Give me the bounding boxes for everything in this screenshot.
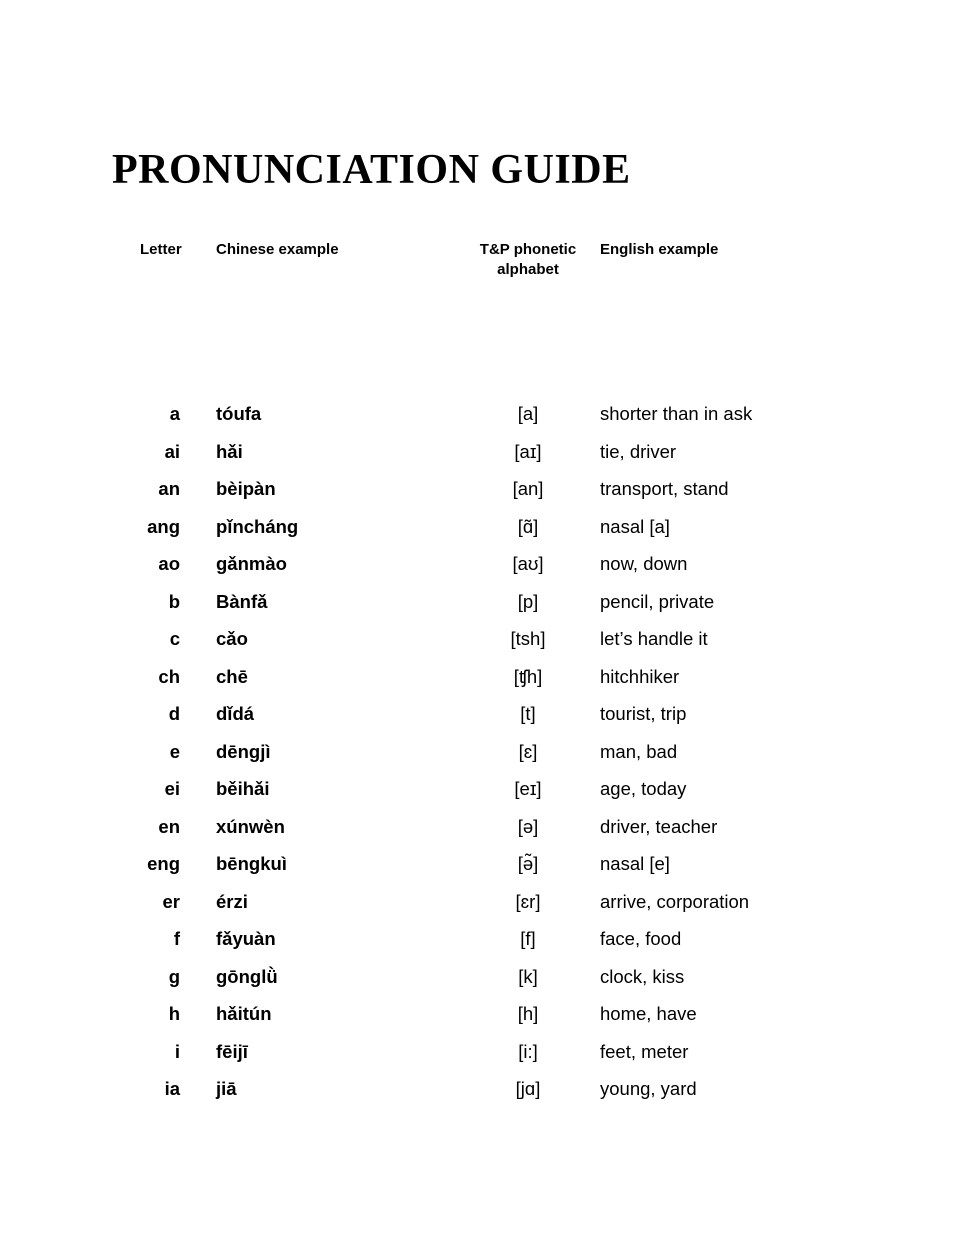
cell-phonetic: [p] [517,590,539,612]
cell-letter: an [158,478,180,499]
table-row [0,965,960,1003]
table-row [0,440,960,478]
cell-chinese: hǎitún [216,1003,272,1024]
cell-letter: en [158,815,180,837]
cell-letter: ang [147,515,180,537]
cell-letter: ai [164,440,180,462]
cell-phonetic: [k] [518,965,538,987]
cell-phonetic: [t] [520,703,536,724]
cell-letter: eng [147,853,180,874]
cell-phonetic: [ə] [517,815,539,837]
cell-phonetic: [ɛ] [518,740,538,762]
cell-letter: d [168,703,180,724]
cell-english: home, have [600,1003,697,1024]
cell-english: nasal [a] [600,515,670,537]
cell-english: arrive, corporation [600,890,750,912]
cell-chinese: cǎo [216,628,248,649]
table-row [0,890,960,928]
cell-chinese: bèipàn [216,478,276,499]
page-title: PRONUNCIATION GUIDE [112,147,631,193]
cell-english: young, yard [600,1078,697,1099]
cell-english: now, down [600,553,688,574]
column-header-english: English example [600,241,719,258]
cell-english: man, bad [600,740,678,762]
cell-chinese: érzi [216,890,248,912]
cell-letter: h [168,1003,180,1024]
column-header-chinese: Chinese example [216,241,339,258]
cell-letter: g [168,965,180,987]
cell-phonetic: [aʊ] [512,553,544,574]
cell-phonetic: [h] [517,1003,539,1024]
cell-phonetic: [a] [517,403,539,424]
cell-english: shorter than in ask [600,403,753,424]
cell-chinese: Bànfǎ [216,590,268,612]
column-header-phonetic: T&P phonetic alphabet [479,241,577,278]
table-row [0,1002,960,1040]
table-row [0,665,960,703]
table-row [0,590,960,628]
table-row [0,477,960,515]
cell-chinese: tóufa [216,403,262,424]
table-row [0,852,960,890]
cell-letter: f [173,928,180,949]
cell-english: tourist, trip [600,703,687,724]
table-row [0,927,960,965]
cell-chinese: bēngkuì [216,853,287,874]
table-row [0,1077,960,1115]
cell-english: driver, teacher [600,815,718,837]
cell-letter: er [162,890,180,912]
cell-chinese: fēijī [216,1040,248,1062]
cell-english: age, today [600,778,687,799]
cell-letter: ei [164,778,180,799]
table-row [0,740,960,778]
cell-phonetic: [ʧh] [513,665,543,687]
cell-chinese: xúnwèn [216,815,285,837]
cell-chinese: dēngjì [216,740,271,762]
cell-english: nasal [e] [600,853,670,874]
cell-english: face, food [600,928,682,949]
cell-english: hitchhiker [600,665,680,687]
cell-phonetic: [i:] [518,1040,538,1062]
table-row [0,627,960,665]
cell-chinese: gǎnmào [216,553,287,574]
cell-chinese: hǎi [216,440,243,462]
cell-letter: c [169,628,180,649]
cell-chinese: chē [216,665,248,687]
cell-english: transport, stand [600,478,729,499]
table-header-row [0,240,960,278]
table-row [0,702,960,740]
cell-english: let’s handle it [600,628,708,649]
cell-phonetic: [eɪ] [514,778,542,799]
cell-chinese: pǐncháng [216,515,299,537]
cell-english: clock, kiss [600,965,685,987]
cell-phonetic: [aɪ] [514,440,542,462]
cell-phonetic: [ɛr] [515,890,541,912]
cell-english: pencil, private [600,590,715,612]
cell-chinese: dǐdá [216,703,255,724]
cell-chinese: běihǎi [216,778,270,799]
cell-letter: ch [158,665,180,687]
cell-letter: ia [164,1078,180,1099]
cell-chinese: jiā [216,1078,237,1099]
cell-english: feet, meter [600,1040,689,1062]
table-row [0,515,960,553]
cell-phonetic: [ə̃] [517,853,539,874]
table-row [0,552,960,590]
column-header-letter: Letter [140,241,182,258]
cell-letter: a [169,403,180,424]
table-row [0,815,960,853]
cell-letter: e [169,740,180,762]
cell-letter: i [174,1040,180,1062]
cell-phonetic: [an] [512,478,544,499]
table-row [0,1040,960,1078]
cell-chinese: fǎyuàn [216,928,276,949]
table-row [0,777,960,815]
cell-phonetic: [tsh] [510,628,546,649]
cell-chinese: gōnglǜ [216,965,278,987]
cell-english: tie, driver [600,440,677,462]
table-row [0,402,960,440]
cell-letter: b [168,590,180,612]
cell-phonetic: [jɑ] [515,1078,541,1099]
cell-phonetic: [f] [520,928,536,949]
cell-letter: ao [158,553,180,574]
cell-phonetic: [ɑ̃] [517,515,539,537]
